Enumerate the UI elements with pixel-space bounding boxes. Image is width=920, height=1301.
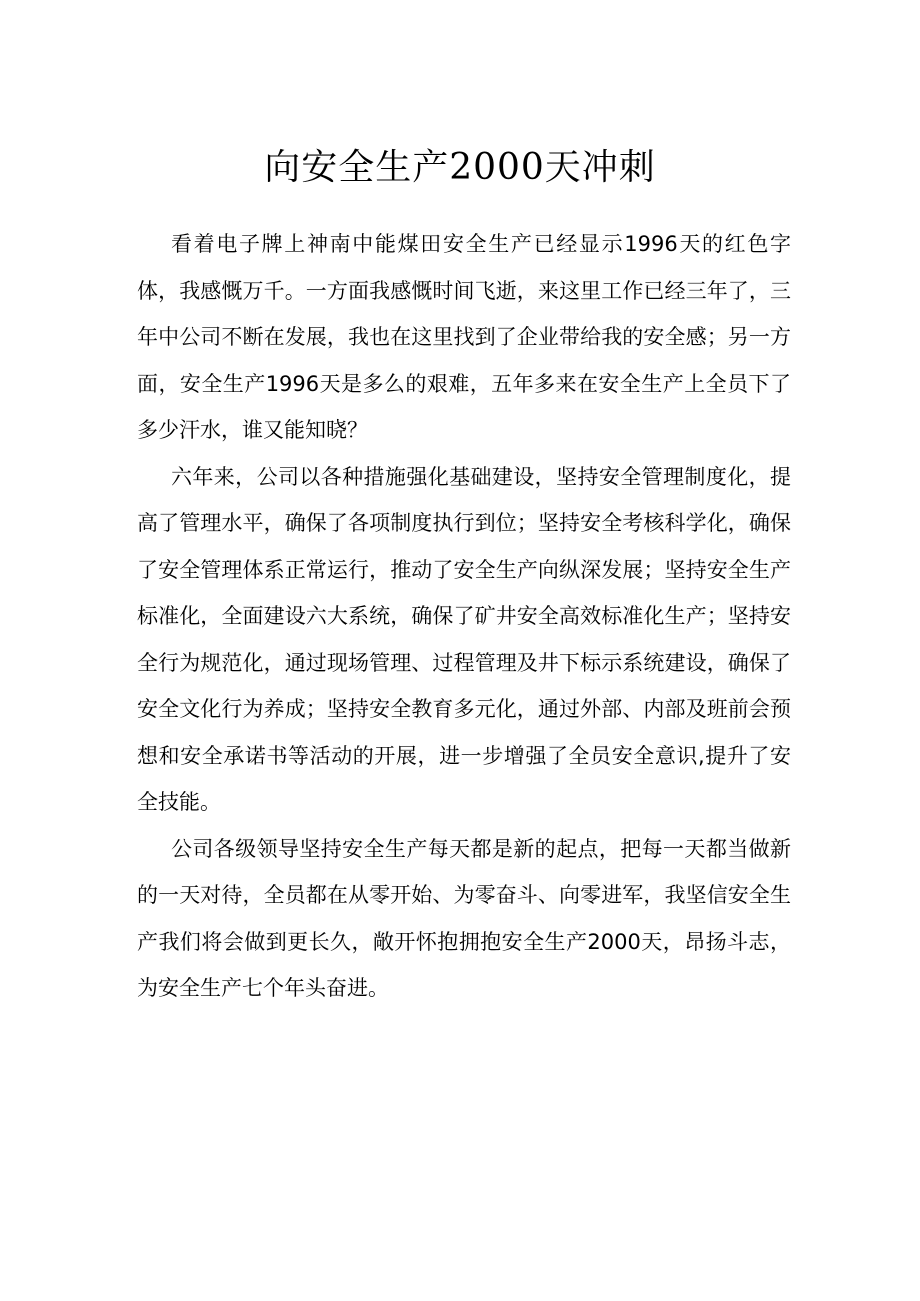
paragraph-3: 公司各级领导坚持安全生产每天都是新的起点，把每一天都当做新的一天对待，全员都在从零开始、为零奋斗、向零进军，我坚信安全生产我们将会做到更长久，敞开怀抱拥抱安全生产2000天，昂扬斗志，为安全生产七个年头奋进。 [137,836,791,1000]
paragraph-1: 看着电子牌上神南中能煤田安全生产已经显示1996天的红色字体，我感慨万千。一方面我感慨时间飞逝，来这里工作已经三年了，三年中公司不断在发展，我也在这里找到了企业带给我的安全感；另一方面，安全生产1996天是多么的艰难，五年多来在安全生产上全员下了多少汗水，谁又能知晓？ [137,232,791,442]
paragraph-2: 六年来，公司以各种措施强化基础建设，坚持安全管理制度化，提高了管理水平，确保了各项制度执行到位；坚持安全考核科学化，确保了安全管理体系正常运行，推动了安全生产向纵深发展；坚持安全生产标准化，全面建设六大系统，确保了矿井安全高效标准化生产；坚持安全行为规范化，通过现场管理、过程管理及井下标示系统建设，确保了安全文化行为养成；坚持安全教育多元化，通过外部、内部及班前会预想和安全承诺书等活动的开展，进一步增强了全员安全意识,提升了安全技能。 [137,464,791,814]
document-title: 向安全生产2000天冲刺 [264,147,656,188]
document-body [137,221,791,1012]
